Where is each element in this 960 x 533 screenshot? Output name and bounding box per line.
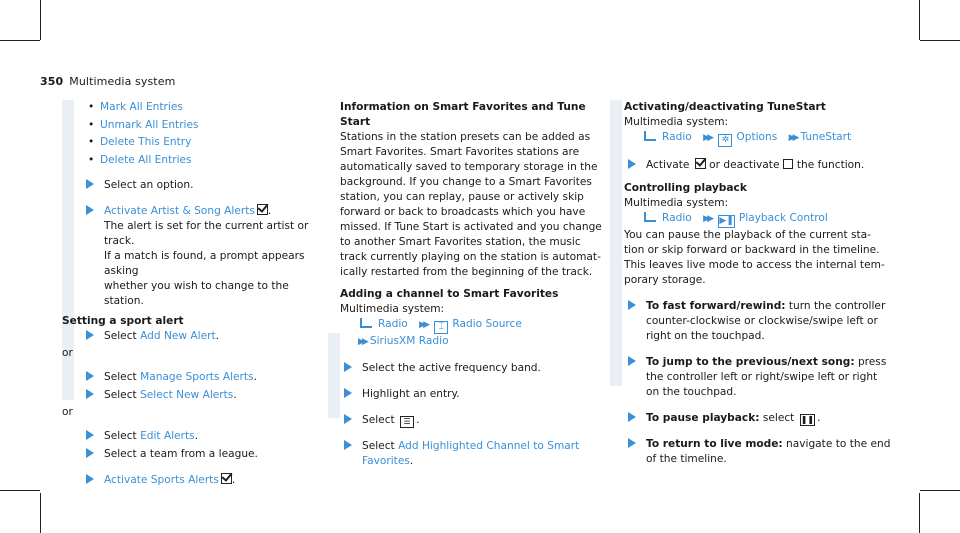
- step: Select Edit Alerts.: [82, 429, 322, 444]
- arrow-icon: [344, 362, 352, 372]
- step: Select the active frequency band.: [340, 361, 605, 376]
- step: Activate Artist & Song Alerts . The alert is set for the current artist or track. If a match is found, a prompt appears asking whether you wish to change to the station.: [82, 204, 322, 309]
- return-arrow-icon: [644, 131, 656, 141]
- arrow-icon: [628, 300, 636, 310]
- arrow-icon: [86, 389, 94, 399]
- arrow-icon: [86, 371, 94, 381]
- step: Select Add New Alert.: [82, 329, 322, 344]
- step: Select ☰ .: [340, 413, 605, 428]
- step: To fast forward/rewind: turn the controller counter-clockwise or clockwise/swipe left or right on the touchpad.: [624, 299, 894, 344]
- arrow-icon: [628, 438, 636, 448]
- page-header: [40, 74, 175, 89]
- crop-mark: [919, 0, 920, 40]
- step: To return to live mode: navigate to the end of the timeline.: [624, 437, 894, 467]
- play-pause-icon: ▶❚: [719, 216, 734, 226]
- select-new-alerts-link[interactable]: Select New Alerts: [140, 389, 234, 401]
- menu-path: [340, 317, 605, 334]
- gear-icon: ✲: [718, 134, 732, 147]
- section-heading: Controlling playback: [624, 182, 747, 194]
- add-new-alert-link[interactable]: Add New Alert: [140, 330, 216, 342]
- activate-sports-alerts-link[interactable]: Activate Sports Alerts: [104, 474, 219, 486]
- arrow-icon: [86, 474, 94, 484]
- bullet: •: [88, 118, 95, 131]
- double-chevron-icon: ▶▶: [703, 133, 711, 143]
- bullet: •: [88, 101, 95, 113]
- column-right: Activating/deactivating TuneStart Multimedia system: Radio ▶▶ ✲ Options ▶▶ TuneStart Activate or deactivate the function. Controlling playback Multimedia system: Radio ▶▶ ▶❚ Playback Control You can pause the playback of the current sta- tion or skip forward or backward in the timeline. This leaves live mode to access the internal tem- porary storage. To fast forward/rewind: turn the controller counter-clockwise or clockwise/swipe left or right on the touchpad. To jump to the previous/next song: press the controller left or right/swipe left or right on the touchpad. To pause playback: select ❚❚ . To return to live mode: navigate to the end of the timeline.: [624, 100, 894, 467]
- column-middle: Information on Smart Favorites and Tune Start Stations in the station presets can be added as Smart Favorites. Smart Favorites stations are automatically saved to temporary storage in the background. If you change to a Smart Favorites station, you can replay, pause or actively skip forward or back to broadcasts which you have missed. If Tune Start is activated and you change to another Smart Favorites station, the music track currently playing on the station is automat- ically restarted from the beginning of the track. Adding a channel to Smart Favorites Multimedia system: Radio ▶▶ ⌶ Radio Source ▶▶ SiriusXM Radio Select the active frequency band. Highlight an entry. Select ☰ . Select Add Highlighted Channel to Smart Favorites.: [340, 100, 605, 469]
- crop-mark: [919, 493, 920, 533]
- options-link[interactable]: Options: [736, 131, 778, 143]
- return-arrow-icon: [360, 318, 372, 328]
- step: Select Select New Alerts.: [82, 388, 322, 403]
- edit-alerts-link[interactable]: Edit Alerts: [140, 430, 195, 442]
- arrow-icon: [86, 430, 94, 440]
- checkbox-checked-icon[interactable]: [695, 158, 706, 169]
- step: Select an option.: [82, 178, 322, 193]
- radio-source-icon: ⌶: [434, 321, 448, 334]
- crop-mark: [920, 40, 960, 41]
- section-heading: Information on Smart Favorites and Tune Start: [340, 101, 586, 128]
- playback-control-link[interactable]: Playback Control: [738, 212, 828, 224]
- radio-source-link[interactable]: Radio Source: [452, 318, 522, 330]
- bullet: •: [88, 136, 95, 148]
- menu-path: [624, 130, 894, 147]
- page-number: 350: [40, 75, 64, 88]
- page-title: Multimedia system: [69, 75, 176, 88]
- checkbox-empty-icon[interactable]: [783, 159, 793, 169]
- step: Select a team from a league.: [82, 447, 322, 462]
- arrow-icon: [86, 448, 94, 458]
- column-left: • Mark All Entries • Unmark All Entries • Delete This Entry • Delete All Entries Select an option. Activate Artist & Song Alerts . The alert is set for the current artist or track. If a match is found, a prompt appears asking whether you wish to change to the station. Setting a sport alert Select Add New Alert. or Select Manage Sports Alerts. Select Select New Alerts. or Select Edit Alerts. Select a team from a league. Activate Sports Alerts .: [82, 100, 322, 488]
- arrow-icon: [628, 412, 636, 422]
- list-item[interactable]: • Delete This Entry: [88, 136, 192, 148]
- arrow-icon: [344, 388, 352, 398]
- paragraph: You can pause the playback of the current sta- tion or skip forward or backward in the timeline. This leaves live mode to access the internal tem- porary storage.: [624, 229, 885, 286]
- add-highlighted-channel-link[interactable]: Add Highlighted Channel to Smart: [398, 440, 580, 452]
- paragraph: Stations in the station presets can be added as Smart Favorites. Smart Favorites stations are automatically saved to temporary storage in the background. If you change to a Smart Favorites station, you can replay, pause or actively skip forward or back to broadcasts which you have missed. If Tune Start is activated and you change to another Smart Favorites station, the music track currently playing on the station is automat- ically restarted from the beginning of the track.: [340, 131, 602, 278]
- step: To pause playback: select ❚❚ .: [624, 411, 894, 426]
- arrow-icon: [86, 179, 94, 189]
- section-heading: Setting a sport alert: [62, 315, 184, 327]
- margin-bar: [610, 100, 622, 386]
- crop-mark: [0, 40, 40, 41]
- menu-icon[interactable]: ☰: [400, 416, 414, 428]
- margin-bar: [328, 333, 340, 418]
- step: Select Add Highlighted Channel to Smart Favorites.: [340, 439, 605, 469]
- arrow-icon: [628, 356, 636, 366]
- activate-artist-link[interactable]: Activate Artist & Song Alerts: [104, 205, 255, 217]
- double-chevron-icon: ▶▶: [788, 133, 797, 143]
- arrow-icon: [344, 414, 352, 424]
- siriusxm-radio-link[interactable]: SiriusXM Radio: [369, 335, 449, 347]
- list-item[interactable]: • Unmark All Entries: [88, 118, 199, 131]
- double-chevron-icon: ▶▶: [703, 214, 711, 224]
- step: Activate or deactivate the function.: [624, 158, 894, 173]
- pause-icon[interactable]: ❚❚: [800, 415, 815, 424]
- section-heading: Adding a channel to Smart Favorites: [340, 288, 559, 300]
- manage-sports-alerts-link[interactable]: Manage Sports Alerts: [140, 371, 254, 383]
- return-arrow-icon: [644, 212, 656, 222]
- checkbox-checked-icon: [257, 204, 268, 215]
- radio-link[interactable]: Radio: [662, 131, 692, 143]
- tunestart-link[interactable]: TuneStart: [800, 131, 852, 143]
- radio-link[interactable]: Radio: [378, 318, 408, 330]
- double-chevron-icon: ▶▶: [358, 337, 366, 347]
- crop-mark: [40, 0, 41, 40]
- step: Activate Sports Alerts .: [82, 473, 322, 488]
- step: To jump to the previous/next song: press the controller left or right/swipe left or right on the touchpad.: [624, 355, 894, 400]
- step: Select Manage Sports Alerts.: [82, 370, 322, 385]
- list-item[interactable]: • Mark All Entries: [88, 101, 183, 113]
- crop-mark: [0, 490, 40, 491]
- menu-path: [624, 211, 894, 228]
- list-item[interactable]: • Delete All Entries: [88, 153, 192, 166]
- checkbox-checked-icon: [221, 473, 232, 484]
- section-heading: Activating/deactivating TuneStart: [624, 101, 826, 113]
- double-chevron-icon: ▶▶: [419, 320, 427, 330]
- bullet: •: [88, 153, 95, 166]
- menu-path: [340, 334, 605, 350]
- arrow-icon: [628, 159, 636, 169]
- crop-mark: [40, 493, 41, 533]
- arrow-icon: [86, 205, 94, 215]
- arrow-icon: [344, 440, 352, 450]
- crop-mark: [920, 490, 960, 491]
- arrow-icon: [86, 330, 94, 340]
- step: Highlight an entry.: [340, 387, 605, 402]
- radio-link[interactable]: Radio: [662, 212, 692, 224]
